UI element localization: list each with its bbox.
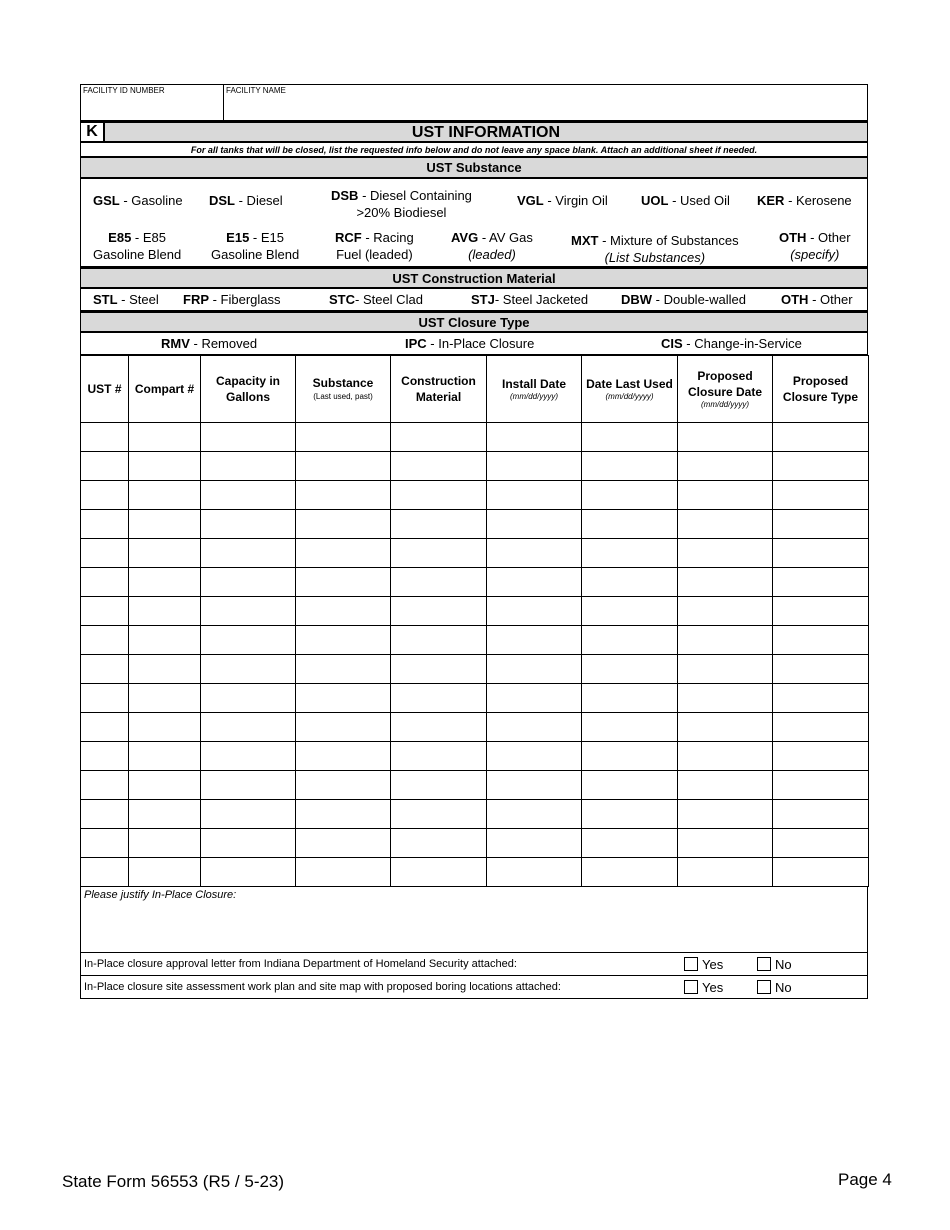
code-abbrev: RMV (161, 336, 190, 351)
table-cell[interactable] (678, 539, 773, 568)
code-ipc (405, 335, 534, 352)
column-label: Construction Material (401, 374, 476, 404)
code-mxt (571, 232, 739, 266)
table-cell[interactable] (296, 829, 391, 858)
code-uol (641, 192, 730, 209)
question-approval-letter (80, 953, 868, 976)
column-label: UST # (87, 382, 122, 396)
code-description-line2: (specify) (790, 247, 840, 262)
table-cell[interactable] (296, 597, 391, 626)
table-row (81, 771, 869, 800)
code-frp (183, 291, 281, 308)
code-description: - Used Oil (668, 193, 730, 208)
table-cell[interactable] (81, 481, 129, 510)
column-label: Compart # (134, 382, 195, 396)
column-label: Date Last Used (586, 377, 673, 391)
assessment-yes-checkbox[interactable] (684, 980, 723, 995)
table-row (81, 539, 869, 568)
table-cell[interactable] (81, 858, 129, 887)
table-row (81, 510, 869, 539)
table-cell[interactable] (81, 626, 129, 655)
table-cell[interactable] (129, 510, 201, 539)
table-cell[interactable] (487, 858, 582, 887)
table-cell[interactable] (201, 829, 296, 858)
table-cell[interactable] (773, 568, 869, 597)
table-cell[interactable] (129, 481, 201, 510)
table-cell[interactable] (129, 452, 201, 481)
ust-information-form (80, 84, 868, 999)
code-description: - Steel Clad (355, 292, 423, 307)
table-cell[interactable] (582, 626, 678, 655)
checkbox-icon (684, 957, 698, 971)
column-header (296, 356, 391, 423)
code-abbrev: E85 (108, 230, 132, 245)
table-cell[interactable] (391, 655, 487, 684)
code-abbrev: DSL (209, 193, 235, 208)
code-abbrev: CIS (661, 336, 683, 351)
table-cell[interactable] (129, 655, 201, 684)
table-cell[interactable] (201, 539, 296, 568)
table-cell[interactable] (487, 800, 582, 829)
table-cell[interactable] (391, 539, 487, 568)
table-row (81, 742, 869, 771)
closure-heading: UST Closure Type (80, 311, 868, 333)
table-cell[interactable] (296, 684, 391, 713)
justify-label: Please justify In-Place Closure: (84, 889, 237, 901)
table-cell[interactable] (678, 771, 773, 800)
table-cell[interactable] (201, 742, 296, 771)
table-cell[interactable] (391, 858, 487, 887)
table-cell[interactable] (129, 423, 201, 452)
column-label: Capacity in Gallons (215, 374, 281, 404)
assessment-no-checkbox[interactable] (757, 980, 792, 995)
approval-yes-checkbox[interactable] (684, 957, 723, 972)
table-cell[interactable] (582, 481, 678, 510)
table-cell[interactable] (391, 597, 487, 626)
table-row (81, 655, 869, 684)
code-dsl (209, 192, 283, 209)
table-cell[interactable] (129, 626, 201, 655)
table-cell[interactable] (81, 510, 129, 539)
table-cell[interactable] (582, 539, 678, 568)
table-cell[interactable] (582, 829, 678, 858)
table-cell[interactable] (296, 800, 391, 829)
table-cell[interactable] (129, 771, 201, 800)
table-cell[interactable] (582, 597, 678, 626)
table-cell[interactable] (81, 539, 129, 568)
code-description-line2: Gasoline Blend (211, 247, 300, 262)
column-label: Proposed Closure Date (687, 369, 763, 399)
table-cell[interactable] (296, 742, 391, 771)
table-cell[interactable] (678, 713, 773, 742)
table-cell[interactable] (487, 539, 582, 568)
checkbox-icon (684, 980, 698, 994)
column-header (487, 356, 582, 423)
table-cell[interactable] (487, 510, 582, 539)
table-cell[interactable] (487, 684, 582, 713)
code-description: - Diesel (235, 193, 283, 208)
code-abbrev: STC (329, 292, 355, 307)
column-header (129, 356, 201, 423)
table-cell[interactable] (129, 829, 201, 858)
code-description: - In-Place Closure (426, 336, 535, 351)
code-description-line2: (List Substances) (604, 250, 706, 265)
code-abbrev: AVG (451, 230, 479, 245)
table-cell[interactable] (487, 452, 582, 481)
code-abbrev: RCF (335, 230, 362, 245)
section-letter: K (81, 123, 105, 141)
code-oth (781, 291, 853, 308)
construction-heading: UST Construction Material (80, 267, 868, 289)
table-cell[interactable] (296, 568, 391, 597)
code-gsl (93, 192, 183, 209)
code-description: - E15 (249, 230, 284, 245)
table-cell[interactable] (201, 684, 296, 713)
table-cell[interactable] (582, 510, 678, 539)
checkbox-icon (757, 957, 771, 971)
table-cell[interactable] (296, 510, 391, 539)
table-cell[interactable] (201, 423, 296, 452)
table-cell[interactable] (582, 423, 678, 452)
table-cell[interactable] (773, 800, 869, 829)
table-row (81, 481, 869, 510)
no-label: No (775, 956, 792, 972)
code-abbrev: FRP (183, 292, 209, 307)
column-sublabel: (Last used, past) (313, 392, 373, 401)
table-cell[interactable] (391, 568, 487, 597)
table-cell[interactable] (296, 858, 391, 887)
column-label: Substance (312, 376, 374, 390)
table-cell[interactable] (81, 452, 129, 481)
table-cell[interactable] (678, 452, 773, 481)
code-description: - Virgin Oil (543, 193, 608, 208)
facility-name-field[interactable] (224, 85, 867, 120)
facility-name-label: FACILITY NAME (226, 86, 286, 95)
code-description: - Steel Jacketed (494, 292, 589, 307)
table-cell[interactable] (391, 510, 487, 539)
code-description: - Diesel Containing (358, 188, 472, 203)
table-cell[interactable] (487, 481, 582, 510)
yes-label: Yes (702, 979, 724, 995)
tank-table (80, 355, 869, 887)
table-cell[interactable] (129, 858, 201, 887)
table-cell[interactable] (773, 597, 869, 626)
table-cell[interactable] (487, 655, 582, 684)
table-cell[interactable] (582, 858, 678, 887)
code-e85 (93, 229, 181, 263)
code-description: - Fiberglass (209, 292, 281, 307)
table-cell[interactable] (773, 858, 869, 887)
table-cell[interactable] (81, 655, 129, 684)
table-cell[interactable] (391, 626, 487, 655)
table-cell[interactable] (81, 829, 129, 858)
facility-row (80, 84, 868, 121)
column-label: Install Date (501, 377, 567, 391)
question-assessment-plan (80, 976, 868, 999)
table-cell[interactable] (773, 539, 869, 568)
table-cell[interactable] (129, 800, 201, 829)
table-cell[interactable] (81, 742, 129, 771)
table-cell[interactable] (81, 713, 129, 742)
table-cell[interactable] (487, 423, 582, 452)
code-abbrev: OTH (781, 292, 809, 307)
code-abbrev: UOL (641, 193, 669, 208)
column-header (582, 356, 678, 423)
code-oth (779, 229, 851, 263)
table-row (81, 597, 869, 626)
table-cell[interactable] (296, 539, 391, 568)
table-cell[interactable] (201, 800, 296, 829)
code-abbrev: DBW (621, 292, 653, 307)
page-number: Page 4 (838, 1170, 892, 1189)
table-cell[interactable] (582, 771, 678, 800)
table-cell[interactable] (773, 626, 869, 655)
code-vgl (517, 192, 608, 209)
question-text: In-Place closure approval letter from Indiana Department of Homeland Security attached: (84, 958, 517, 970)
code-description: - Change-in-Service (682, 336, 802, 351)
table-cell[interactable] (678, 626, 773, 655)
code-description: - E85 (131, 230, 166, 245)
yes-label: Yes (702, 956, 724, 972)
table-cell[interactable] (391, 742, 487, 771)
substance-heading: UST Substance (80, 157, 868, 179)
table-cell[interactable] (773, 742, 869, 771)
table-cell[interactable] (582, 742, 678, 771)
construction-codes (80, 289, 868, 311)
table-row (81, 684, 869, 713)
table-cell[interactable] (296, 481, 391, 510)
table-row (81, 800, 869, 829)
question-text: In-Place closure site assessment work plan and site map with proposed boring locations attached: (84, 981, 561, 993)
code-abbrev: MXT (571, 233, 599, 248)
table-cell[interactable] (201, 858, 296, 887)
code-abbrev: GSL (93, 193, 120, 208)
table-cell[interactable] (487, 626, 582, 655)
code-description: - Mixture of Substances (598, 233, 739, 248)
table-cell[interactable] (296, 452, 391, 481)
column-sublabel: (mm/dd/yyyy) (605, 392, 654, 401)
table-cell[interactable] (129, 568, 201, 597)
table-cell[interactable] (487, 829, 582, 858)
table-cell[interactable] (201, 568, 296, 597)
code-abbrev: E15 (226, 230, 250, 245)
code-description: - Kerosene (784, 193, 852, 208)
table-cell[interactable] (391, 452, 487, 481)
code-cis (661, 335, 802, 352)
code-description: - Other (808, 292, 853, 307)
checkbox-icon (757, 980, 771, 994)
table-row (81, 713, 869, 742)
table-cell[interactable] (678, 481, 773, 510)
code-rcf (335, 229, 414, 263)
column-header (391, 356, 487, 423)
section-title: UST INFORMATION (411, 124, 561, 141)
table-cell[interactable] (773, 423, 869, 452)
table-cell[interactable] (773, 510, 869, 539)
column-header (201, 356, 296, 423)
code-description: - AV Gas (478, 230, 533, 245)
table-cell[interactable] (773, 655, 869, 684)
table-row (81, 568, 869, 597)
code-abbrev: KER (757, 193, 785, 208)
code-description: - Other (806, 230, 851, 245)
table-cell[interactable] (678, 510, 773, 539)
column-header (81, 356, 129, 423)
table-cell[interactable] (487, 742, 582, 771)
table-row (81, 626, 869, 655)
table-cell[interactable] (773, 829, 869, 858)
table-cell[interactable] (678, 597, 773, 626)
code-rmv (161, 335, 257, 352)
table-row (81, 858, 869, 887)
table-cell[interactable] (582, 684, 678, 713)
code-stj (471, 291, 588, 308)
column-header (678, 356, 773, 423)
table-cell[interactable] (678, 568, 773, 597)
table-row (81, 829, 869, 858)
table-cell[interactable] (201, 655, 296, 684)
code-abbrev: IPC (405, 336, 427, 351)
table-cell[interactable] (81, 568, 129, 597)
table-row (81, 452, 869, 481)
table-cell[interactable] (129, 713, 201, 742)
column-sublabel: (mm/dd/yyyy) (701, 400, 749, 409)
table-cell[interactable] (81, 800, 129, 829)
code-description: - Gasoline (119, 193, 183, 208)
table-cell[interactable] (296, 626, 391, 655)
table-cell[interactable] (391, 829, 487, 858)
table-cell[interactable] (678, 829, 773, 858)
table-cell[interactable] (201, 597, 296, 626)
code-description-line2: Gasoline Blend (93, 247, 182, 262)
facility-id-label: FACILITY ID NUMBER (83, 86, 165, 95)
table-cell[interactable] (582, 655, 678, 684)
column-header (773, 356, 869, 423)
table-cell[interactable] (582, 800, 678, 829)
code-abbrev: STJ (471, 292, 495, 307)
table-cell[interactable] (773, 481, 869, 510)
code-abbrev: VGL (517, 193, 544, 208)
table-cell[interactable] (582, 568, 678, 597)
table-cell[interactable] (678, 655, 773, 684)
table-cell[interactable] (296, 655, 391, 684)
code-abbrev: DSB (331, 188, 359, 203)
table-cell[interactable] (773, 684, 869, 713)
table-cell[interactable] (678, 800, 773, 829)
table-cell[interactable] (487, 771, 582, 800)
table-cell[interactable] (678, 858, 773, 887)
table-cell[interactable] (201, 481, 296, 510)
code-description-line2: >20% Biodiesel (356, 205, 447, 220)
table-cell[interactable] (391, 423, 487, 452)
table-cell[interactable] (296, 423, 391, 452)
form-id: State Form 56553 (R5 / 5-23) (62, 1172, 285, 1191)
table-cell[interactable] (201, 713, 296, 742)
table-cell[interactable] (773, 452, 869, 481)
column-label: Proposed Closure Type (782, 374, 859, 404)
justify-field[interactable] (80, 887, 868, 953)
table-cell[interactable] (487, 597, 582, 626)
table-cell[interactable] (678, 423, 773, 452)
table-cell[interactable] (487, 568, 582, 597)
table-cell[interactable] (487, 713, 582, 742)
code-description: - Racing (361, 230, 414, 245)
table-cell[interactable] (129, 684, 201, 713)
table-row (81, 423, 869, 452)
table-cell[interactable] (81, 597, 129, 626)
code-description: - Steel (117, 292, 159, 307)
table-cell[interactable] (773, 713, 869, 742)
table-header-row (81, 356, 869, 423)
table-cell[interactable] (296, 713, 391, 742)
column-sublabel: (mm/dd/yyyy) (510, 392, 558, 401)
code-dsb (331, 187, 472, 221)
approval-no-checkbox[interactable] (757, 957, 792, 972)
table-cell[interactable] (201, 626, 296, 655)
code-description-line2: Fuel (leaded) (336, 247, 413, 262)
code-stl (93, 291, 159, 308)
table-cell[interactable] (201, 452, 296, 481)
table-cell[interactable] (678, 684, 773, 713)
substance-codes (80, 179, 868, 267)
table-cell[interactable] (296, 771, 391, 800)
no-label: No (775, 979, 792, 995)
section-header (80, 121, 868, 143)
code-e15 (211, 229, 299, 263)
table-cell[interactable] (391, 771, 487, 800)
table-cell[interactable] (81, 423, 129, 452)
table-cell[interactable] (391, 481, 487, 510)
code-description: - Double-walled (652, 292, 746, 307)
instruction-note: For all tanks that will be closed, list the requested info below and do not leave any space blank. Attach an additional sheet if needed. (80, 143, 868, 157)
table-cell[interactable] (391, 800, 487, 829)
table-cell[interactable] (582, 452, 678, 481)
table-cell[interactable] (201, 510, 296, 539)
code-abbrev: OTH (779, 230, 807, 245)
table-cell[interactable] (391, 684, 487, 713)
table-cell[interactable] (129, 539, 201, 568)
code-abbrev: STL (93, 292, 118, 307)
table-cell[interactable] (129, 597, 201, 626)
code-description: - Removed (189, 336, 258, 351)
code-stc (329, 291, 423, 308)
table-cell[interactable] (582, 713, 678, 742)
table-cell[interactable] (129, 742, 201, 771)
table-cell[interactable] (391, 713, 487, 742)
table-cell[interactable] (81, 684, 129, 713)
table-cell[interactable] (201, 771, 296, 800)
table-cell[interactable] (81, 771, 129, 800)
code-dbw (621, 291, 746, 308)
table-cell[interactable] (678, 742, 773, 771)
code-description-line2: (leaded) (468, 247, 516, 262)
code-avg (451, 229, 533, 263)
facility-id-field[interactable] (81, 85, 224, 120)
closure-codes (80, 333, 868, 355)
table-cell[interactable] (773, 771, 869, 800)
code-ker (757, 192, 852, 209)
